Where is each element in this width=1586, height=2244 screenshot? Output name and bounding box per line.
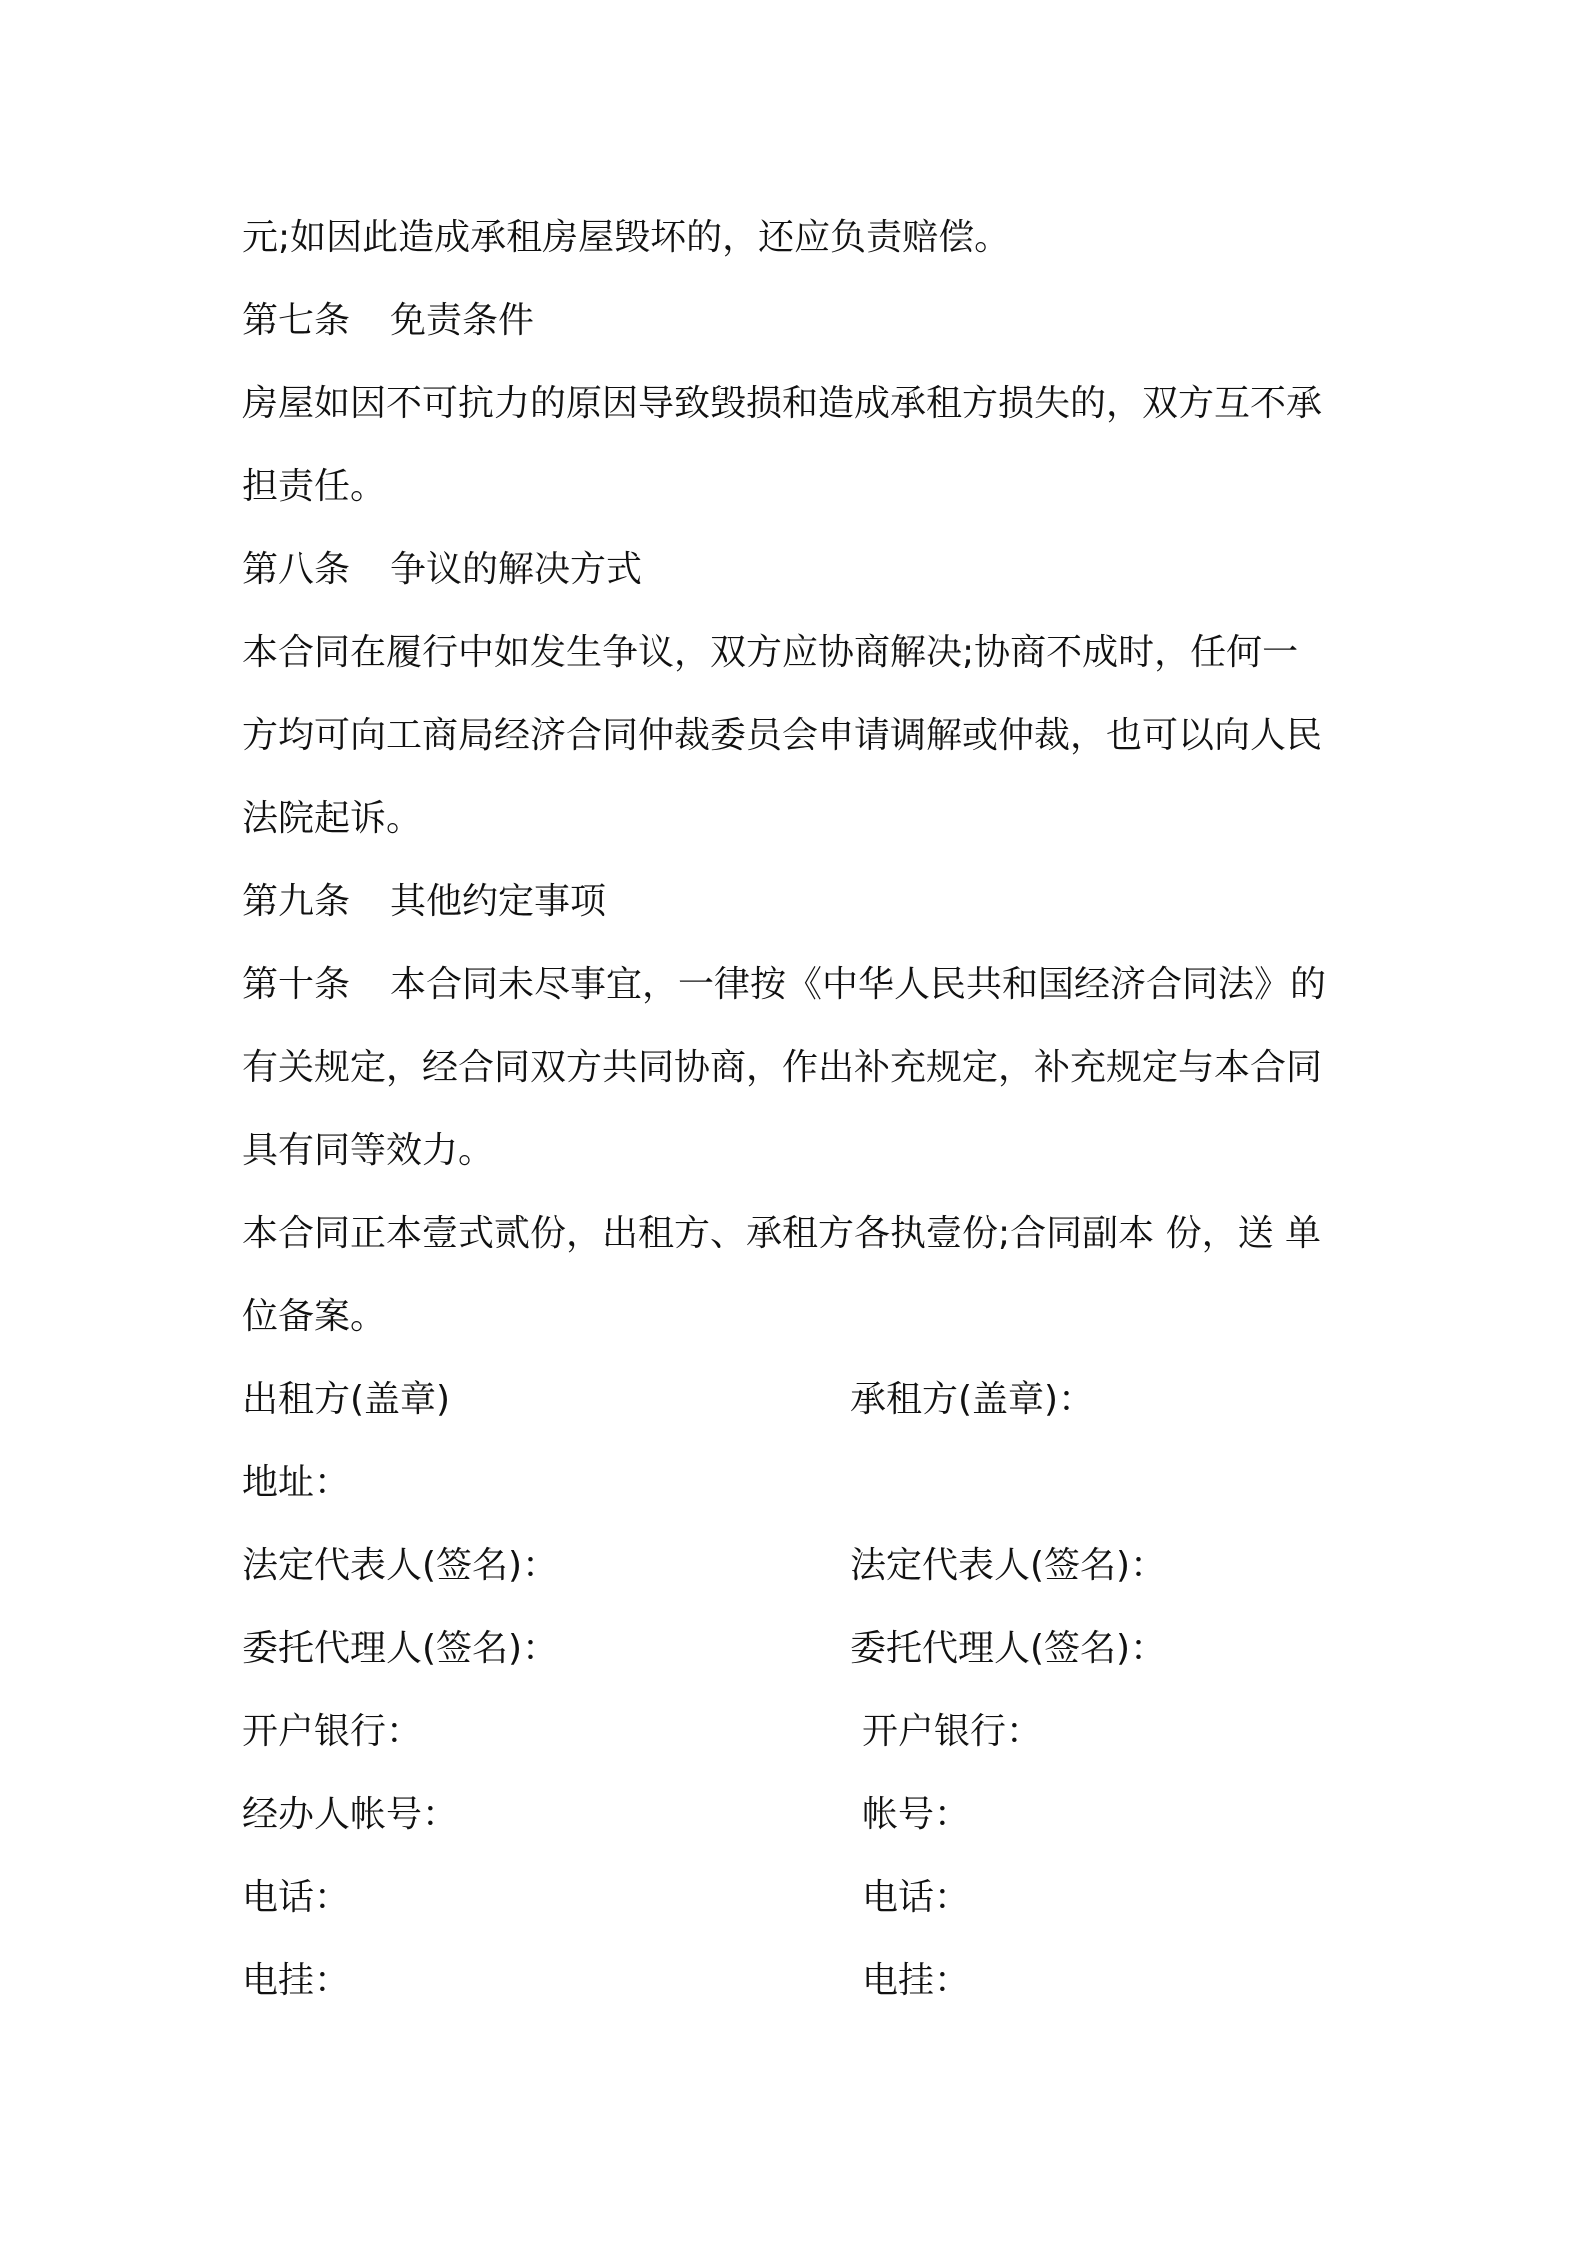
signature-row-agent <box>242 1607 1362 1690</box>
bank-left-label: 开户银行： <box>242 1711 423 1752</box>
article-7-body-line-1: 房屋如因不可抗力的原因导致毁损和造成承租方损失的，双方互不承 <box>242 383 1323 424</box>
article-10-body-line-3: 具有同等效力。 <box>242 1130 495 1171</box>
signature-row-legal-rep <box>242 1524 1362 1607</box>
article-8-title: 第八条 <box>242 549 351 590</box>
address-label: 地址： <box>242 1462 351 1503</box>
phone-left-label: 电话： <box>242 1877 351 1918</box>
article-10-body-line-2: 有关规定，经合同双方共同协商，作出补充规定，补充规定与本合同 <box>242 1047 1323 1088</box>
article-7-body-line-2: 担责任。 <box>242 466 387 507</box>
account-left-label: 经办人帐号： <box>242 1794 459 1835</box>
article-10-heading <box>242 943 1362 1026</box>
copies-line-1: 本合同正本壹式贰份，出租方、承租方各执壹份;合同副本 份，送 单 <box>242 1213 1322 1254</box>
paragraph-line: 元;如因此造成承租房屋毁坏的，还应负责赔偿。 <box>242 217 1011 258</box>
phone-right-label: 电话： <box>862 1877 971 1918</box>
telegraph-left-label: 电挂： <box>242 1960 351 2001</box>
article-10-title: 第十条 <box>242 964 351 1005</box>
article-7-subtitle: 免责条件 <box>390 300 535 341</box>
signature-row-phone <box>242 1856 1362 1939</box>
article-8-body-line-1: 本合同在履行中如发生争议，双方应协商解决;协商不成时，任何一 <box>242 632 1299 673</box>
article-9-title: 第九条 <box>242 881 351 922</box>
account-right-label: 帐号： <box>862 1794 971 1835</box>
article-9-subtitle: 其他约定事项 <box>390 881 607 922</box>
article-8-body-line-2: 方均可向工商局经济合同仲裁委员会申请调解或仲裁，也可以向人民 <box>242 715 1323 756</box>
article-10-body-line-1: 本合同未尽事宜，一律按《中华人民共和国经济合同法》的 <box>390 964 1327 1005</box>
telegraph-right-label: 电挂： <box>862 1960 971 2001</box>
article-8-subtitle: 争议的解决方式 <box>390 549 643 590</box>
lessee-seal-label: 承租方(盖章)： <box>850 1379 1095 1420</box>
article-8-body-line-3: 法院起诉。 <box>242 798 423 839</box>
signature-row-seal <box>242 1358 1362 1441</box>
article-9-heading <box>242 860 1362 943</box>
signature-row-address <box>242 1441 1362 1524</box>
article-7-title: 第七条 <box>242 300 351 341</box>
signature-row-telegraph <box>242 1939 1362 2022</box>
article-7-heading <box>242 279 1362 362</box>
legal-rep-left-label: 法定代表人(签名)： <box>242 1545 559 1586</box>
agent-left-label: 委托代理人(签名)： <box>242 1628 559 1669</box>
lessor-seal-label: 出租方(盖章) <box>242 1379 451 1420</box>
signature-row-account <box>242 1773 1362 1856</box>
signature-row-bank <box>242 1690 1362 1773</box>
agent-right-label: 委托代理人(签名)： <box>850 1628 1167 1669</box>
bank-right-label: 开户银行： <box>862 1711 1043 1752</box>
copies-line-2: 位备案。 <box>242 1296 387 1337</box>
document-body <box>242 196 1362 2022</box>
article-8-heading <box>242 528 1362 611</box>
legal-rep-right-label: 法定代表人(签名)： <box>850 1545 1167 1586</box>
